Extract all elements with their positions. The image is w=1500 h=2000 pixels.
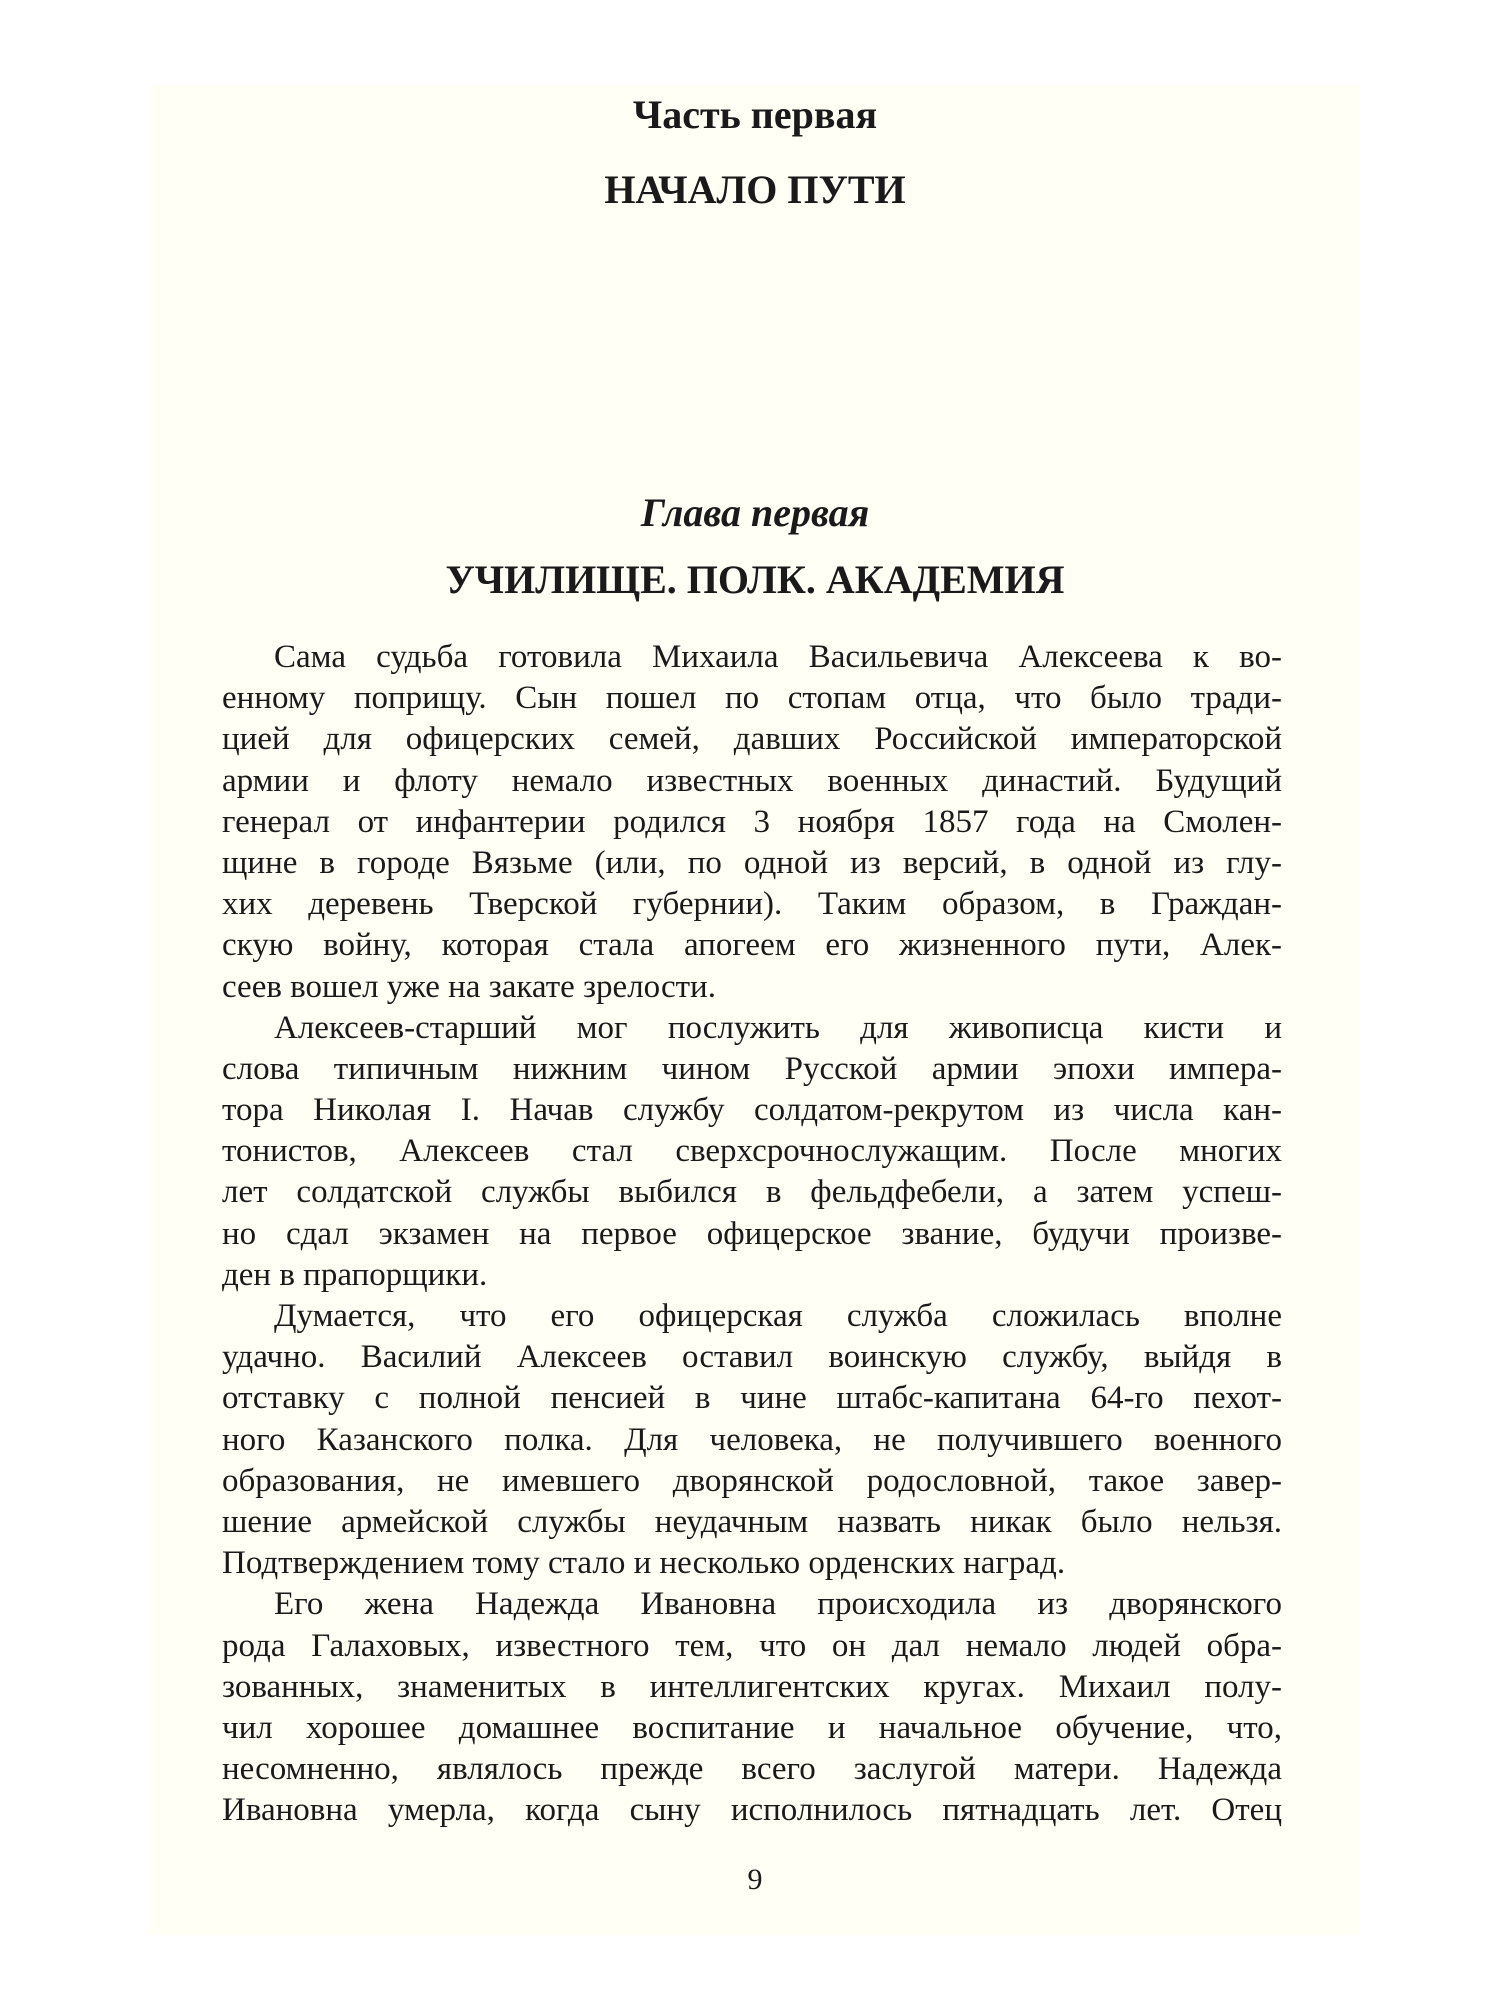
text-line: лет солдатской службы выбился в фельдфебели, а затем успеш-: [222, 1174, 1282, 1211]
text-line: тонистов, Алексеев стал сверхсрочнослужащим. После многих: [222, 1133, 1282, 1170]
text-line: щине в городе Вязьме (или, по одной из версий, в одной из глу-: [222, 844, 1282, 881]
text-line: енному поприщу. Сын пошел по стопам отца, что было тради-: [222, 680, 1282, 717]
text-line: зованных, знаменитых в интеллигентских кругах. Михаил полу-: [222, 1668, 1282, 1705]
text-line: отставку с полной пенсией в чине штабс-капитана 64-го пехот-: [222, 1380, 1282, 1417]
text-line: цией для офицерских семей, давших Российской императорской: [222, 721, 1282, 758]
text-line: армии и флоту немало известных военных династий. Будущий: [222, 762, 1282, 799]
page-number: 9: [747, 1863, 763, 1896]
part-name: НАЧАЛО ПУТИ: [604, 167, 906, 212]
text-line: удачно. Василий Алексеев оставил воинскую службу, выйдя в: [222, 1339, 1282, 1376]
text-line: тора Николая I. Начав службу солдатом-рекрутом из числа кан-: [222, 1092, 1282, 1129]
text-line: хих деревень Тверской губернии). Таким образом, в Граждан-: [222, 886, 1282, 923]
text-line: чил хорошее домашнее воспитание и начальное обучение, что,: [222, 1709, 1282, 1746]
text-line: слова типичным нижним чином Русской армии эпохи импера-: [222, 1050, 1282, 1087]
text-line: Подтверждением тому стало и несколько орденских наград.: [222, 1545, 1066, 1582]
body-text: [222, 637, 1282, 1831]
text-line: Сама судьба готовила Михаила Васильевича Алексеева к во-: [274, 639, 1282, 675]
text-line: сеев вошел уже на закате зрелости.: [222, 968, 716, 1005]
text-line: ден в прапорщики.: [222, 1256, 488, 1293]
text-line: рода Галаховых, известного тем, что он дал немало людей обра-: [222, 1627, 1282, 1664]
text-line: Его жена Надежда Ивановна происходила из дворянского: [274, 1586, 1282, 1623]
text-line: скую войну, которая стала апогеем его жизненного пути, Алек-: [222, 927, 1282, 964]
text-line: несомненно, являлось прежде всего заслугой матери. Надежда: [222, 1751, 1282, 1788]
text-line: шение армейской службы неудачным назвать никак было нельзя.: [222, 1503, 1282, 1540]
chapter-title: Глава первая: [640, 490, 870, 535]
text-line: образования, не имевшего дворянской родословной, такое завер-: [222, 1462, 1282, 1499]
book-page: [150, 85, 1360, 1935]
text-line: но сдал экзамен на первое офицерское звание, будучи произве-: [222, 1215, 1282, 1252]
text-line: Ивановна умерла, когда сыну исполнилось пятнадцать лет. Отец: [222, 1792, 1282, 1829]
text-line: ного Казанского полка. Для человека, не получившего военного: [222, 1421, 1282, 1458]
part-title: Часть первая: [632, 92, 878, 137]
chapter-name: УЧИЛИЩЕ. ПОЛК. АКАДЕМИЯ: [445, 557, 1065, 602]
text-line: Думается, что его офицерская служба сложилась вполне: [274, 1298, 1282, 1334]
text-line: генерал от инфантерии родился 3 ноября 1857 года на Смолен-: [222, 803, 1282, 840]
text-line: Алексеев-старший мог послужить для живописца кисти и: [274, 1009, 1282, 1046]
